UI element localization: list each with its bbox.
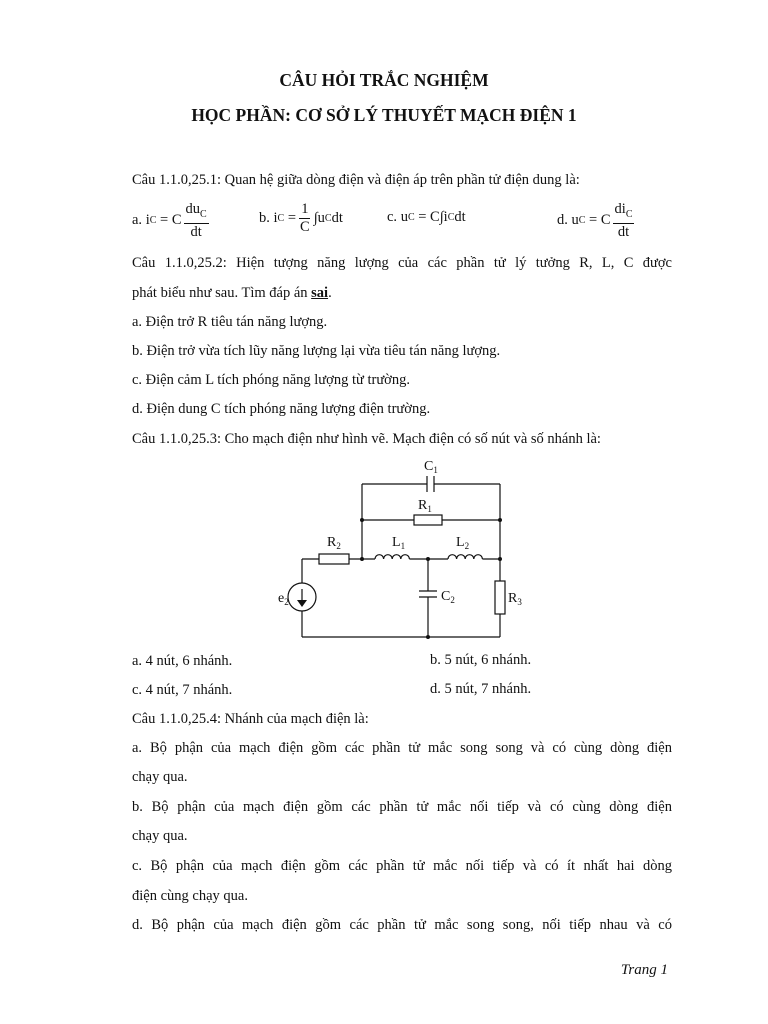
q2-option-d: d. Điện dung C tích phóng năng lượng điện trường. — [132, 401, 431, 417]
resistor-r2-body — [319, 554, 349, 564]
inductor-l1-coil — [375, 555, 409, 559]
label-c2: $C_2$ — [441, 589, 455, 605]
q4-option-c-line-1: c. Bộ phận của mạch điện gồm các phần tử mắc nối tiếp và có ít nhất hai dòng — [132, 858, 672, 874]
q2-option-a: a. Điện trở R tiêu tán năng lượng. — [132, 314, 328, 330]
q4-option-b-line-1: b. Bộ phận của mạch điện gồm các phần tử mắc nối tiếp và có cùng dòng điện — [132, 799, 672, 815]
q1-option-d: d. u C = C $\frac{di_C}{dt}$ — [557, 201, 633, 240]
question-2-line-1: Câu 1.1.0,25.2: Hiện tượng năng lượng của các phần tử lý tưởng R, L, C được — [132, 255, 672, 271]
label-e2: $e_2$ — [278, 591, 289, 607]
q1-option-c: c. u C = C∫i C dt — [387, 209, 466, 225]
label-l1: $L_1$ — [392, 535, 406, 551]
q4-option-a-line-2: chạy qua. — [132, 769, 188, 785]
label-l2: $L_2$ — [456, 535, 470, 551]
q1-option-b: b. i C = $\frac{1}{C}$ ∫u C dt — [259, 201, 343, 235]
q3-option-a: a. 4 nút, 6 nhánh. — [132, 653, 233, 669]
voltage-source-arrow — [297, 600, 307, 607]
resistor-r3-body — [495, 581, 505, 614]
q4-option-a-line-1: a. Bộ phận của mạch điện gồm các phần tử mắc song song và có cùng dòng điện — [132, 740, 672, 756]
title-line-1: CÂU HỎI TRẮC NGHIỆM — [279, 70, 489, 90]
q3-option-b: b. 5 nút, 6 nhánh. — [430, 652, 532, 668]
label-c1: $C_1$ — [424, 459, 438, 475]
title-line-2: HỌC PHẦN: CƠ SỞ LÝ THUYẾT MẠCH ĐIỆN 1 — [191, 105, 577, 125]
resistor-r1-body — [414, 515, 442, 525]
q1-option-a: a. i C = C $\frac{du_C}{dt}$ — [132, 201, 207, 240]
question-3-text: Câu 1.1.0,25.3: Cho mạch điện như hình vẽ. Mạch điện có số nút và số nhánh là: — [132, 431, 601, 447]
q4-option-c-line-2: điện cùng chạy qua. — [132, 888, 248, 904]
label-r1: $R_1$ — [418, 498, 432, 514]
q4-option-d-line-1: d. Bộ phận của mạch điện gồm các phần tử mắc song song, nối tiếp nhau và có — [132, 917, 672, 933]
emphasis-wrong: sai — [311, 285, 329, 301]
label-r3: $R_3$ — [508, 591, 522, 607]
question-4-text: Câu 1.1.0,25.4: Nhánh của mạch điện là: — [132, 711, 369, 727]
inductor-l2-coil — [448, 555, 482, 559]
q4-option-b-line-2: chạy qua. — [132, 828, 188, 844]
q3-option-c: c. 4 nút, 7 nhánh. — [132, 682, 233, 698]
question-2-line-2: phát biểu như sau. Tìm đáp án sai. — [132, 285, 332, 301]
q2-option-b: b. Điện trở vừa tích lũy năng lượng lại vừa tiêu tán năng lượng. — [132, 343, 501, 359]
question-1-text: Câu 1.1.0,25.1: Quan hệ giữa dòng điện và điện áp trên phần tử điện dung là: — [132, 172, 580, 188]
q2-option-c: c. Điện cảm L tích phóng năng lượng từ trường. — [132, 372, 410, 388]
label-r2: $R_2$ — [327, 535, 341, 551]
page-number: Trang 1 — [620, 962, 668, 978]
q3-option-d: d. 5 nút, 7 nhánh. — [430, 681, 532, 697]
